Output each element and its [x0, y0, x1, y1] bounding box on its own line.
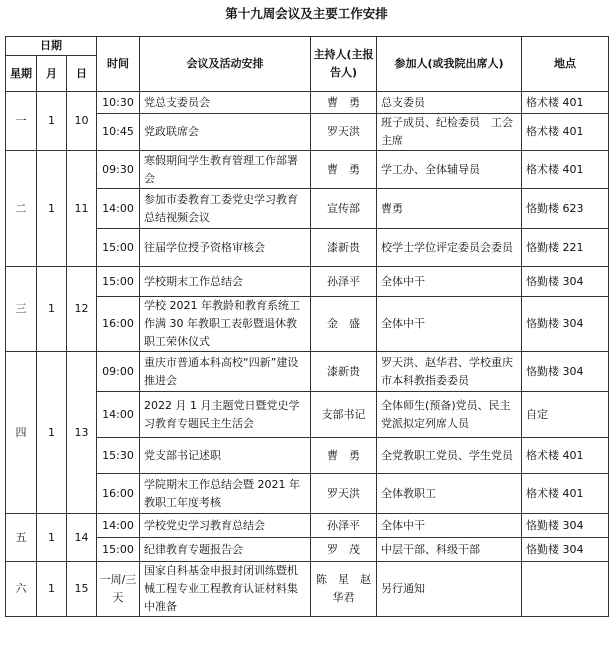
location-cell — [522, 562, 609, 617]
time-cell: 16:00 — [97, 297, 140, 352]
schedule-row — [6, 114, 609, 151]
event-cell: 党总支委员会 — [140, 92, 311, 114]
location-cell: 恪勤楼 304 — [522, 352, 609, 392]
schedule-row — [6, 352, 609, 392]
host-cell: 孙泽平 — [311, 514, 377, 538]
schedule-row — [6, 392, 609, 438]
page-title: 第十九周会议及主要工作安排 — [225, 6, 388, 21]
host-cell: 陈 星 赵华君 — [311, 562, 377, 617]
month-cell: 1 — [37, 267, 67, 352]
time-cell: 10:45 — [97, 114, 140, 151]
weekday-cell: 五 — [6, 514, 37, 562]
host-cell: 罗 茂 — [311, 538, 377, 562]
host-cell: 金 盛 — [311, 297, 377, 352]
location-cell: 恪勤楼 221 — [522, 229, 609, 267]
header-event: 会议及活动安排 — [140, 37, 311, 92]
event-cell: 寒假期间学生教育管理工作部署会 — [140, 151, 311, 189]
header-host: 主持人(主报告人) — [311, 37, 377, 92]
time-cell: 15:00 — [97, 267, 140, 297]
host-cell: 漆新贵 — [311, 352, 377, 392]
event-cell: 重庆市普通本科高校“四新”建设推进会 — [140, 352, 311, 392]
schedule-row — [6, 151, 609, 189]
attendees-cell: 校学士学位评定委员会委员 — [377, 229, 522, 267]
host-cell: 孙泽平 — [311, 267, 377, 297]
day-cell: 10 — [67, 92, 97, 151]
day-cell: 15 — [67, 562, 97, 617]
location-cell: 格术楼 401 — [522, 438, 609, 474]
location-cell: 恪勤楼 304 — [522, 514, 609, 538]
attendees-cell: 另行通知 — [377, 562, 522, 617]
schedule-row — [6, 562, 609, 617]
host-cell: 曹 勇 — [311, 151, 377, 189]
time-cell: 14:00 — [97, 392, 140, 438]
time-cell: 一周/三天 — [97, 562, 140, 617]
weekday-cell: 一 — [6, 92, 37, 151]
weekday-cell: 六 — [6, 562, 37, 617]
time-cell: 15:30 — [97, 438, 140, 474]
time-cell: 09:30 — [97, 151, 140, 189]
schedule-row — [6, 189, 609, 229]
event-cell: 学院期末工作总结会暨 2021 年教职工年度考核 — [140, 474, 311, 514]
event-cell: 党政联席会 — [140, 114, 311, 151]
event-cell: 学校 2021 年教龄和教育系统工作满 30 年教职工表彰暨退休教职工荣休仪式 — [140, 297, 311, 352]
attendees-cell: 曹勇 — [377, 189, 522, 229]
attendees-cell: 总支委员 — [377, 92, 522, 114]
weekday-cell: 二 — [6, 151, 37, 267]
event-cell: 国家自科基金申报封闭训练暨机械工程专业工程教育认证材料集中准备 — [140, 562, 311, 617]
time-cell: 14:00 — [97, 189, 140, 229]
event-cell: 2022 月 1 月主题党日暨党史学习教育专题民主生活会 — [140, 392, 311, 438]
schedule-body — [6, 92, 609, 617]
location-cell: 恪勤楼 304 — [522, 538, 609, 562]
month-cell: 1 — [37, 514, 67, 562]
header-date: 日期 — [6, 37, 97, 56]
location-cell: 格术楼 401 — [522, 114, 609, 151]
attendees-cell: 全体中干 — [377, 297, 522, 352]
attendees-cell: 班子成员、纪检委员 工会主席 — [377, 114, 522, 151]
month-cell: 1 — [37, 352, 67, 514]
event-cell: 纪律教育专题报告会 — [140, 538, 311, 562]
time-cell: 15:00 — [97, 229, 140, 267]
host-cell: 曹 勇 — [311, 438, 377, 474]
schedule-row — [6, 438, 609, 474]
month-cell: 1 — [37, 562, 67, 617]
attendees-cell: 全体师生(预备)党员、民主党派拟定列席人员 — [377, 392, 522, 438]
time-cell: 14:00 — [97, 514, 140, 538]
schedule-row — [6, 92, 609, 114]
header-time: 时间 — [97, 37, 140, 92]
schedule-row — [6, 229, 609, 267]
schedule-row — [6, 267, 609, 297]
day-cell: 14 — [67, 514, 97, 562]
host-cell: 曹 勇 — [311, 92, 377, 114]
attendees-cell: 全党教职工党员、学生党员 — [377, 438, 522, 474]
header-day: 日 — [67, 56, 97, 92]
weekday-cell: 三 — [6, 267, 37, 352]
location-cell: 恪勤楼 304 — [522, 267, 609, 297]
time-cell: 09:00 — [97, 352, 140, 392]
day-cell: 11 — [67, 151, 97, 267]
location-cell: 自定 — [522, 392, 609, 438]
location-cell: 格术楼 401 — [522, 474, 609, 514]
schedule-table — [5, 36, 609, 617]
location-cell: 格术楼 401 — [522, 151, 609, 189]
time-cell: 16:00 — [97, 474, 140, 514]
attendees-cell: 全体中干 — [377, 267, 522, 297]
header-location: 地点 — [522, 37, 609, 92]
schedule-row — [6, 474, 609, 514]
host-cell: 漆新贵 — [311, 229, 377, 267]
attendees-cell: 全体教职工 — [377, 474, 522, 514]
day-cell: 12 — [67, 267, 97, 352]
location-cell: 恪勤楼 304 — [522, 297, 609, 352]
weekday-cell: 四 — [6, 352, 37, 514]
event-cell: 学校期末工作总结会 — [140, 267, 311, 297]
location-cell: 恪勤楼 623 — [522, 189, 609, 229]
attendees-cell: 全体中干 — [377, 514, 522, 538]
schedule-row — [6, 297, 609, 352]
schedule-row — [6, 514, 609, 538]
header-month: 月 — [37, 56, 67, 92]
schedule-row — [6, 538, 609, 562]
event-cell: 参加市委教育工委党史学习教育总结视频会议 — [140, 189, 311, 229]
attendees-cell: 学工办、全体辅导员 — [377, 151, 522, 189]
host-cell: 宣传部 — [311, 189, 377, 229]
attendees-cell: 罗天洪、赵华君、学校重庆市本科教指委委员 — [377, 352, 522, 392]
host-cell: 罗天洪 — [311, 474, 377, 514]
month-cell: 1 — [37, 92, 67, 151]
event-cell: 学校党史学习教育总结会 — [140, 514, 311, 538]
time-cell: 10:30 — [97, 92, 140, 114]
host-cell: 支部书记 — [311, 392, 377, 438]
location-cell: 格术楼 401 — [522, 92, 609, 114]
event-cell: 党支部书记述职 — [140, 438, 311, 474]
event-cell: 往届学位授予资格审核会 — [140, 229, 311, 267]
day-cell: 13 — [67, 352, 97, 514]
header-attendees: 参加人(或我院出席人) — [377, 37, 522, 92]
attendees-cell: 中层干部、科级干部 — [377, 538, 522, 562]
host-cell: 罗天洪 — [311, 114, 377, 151]
header-weekday: 星期 — [6, 56, 37, 92]
time-cell: 15:00 — [97, 538, 140, 562]
month-cell: 1 — [37, 151, 67, 267]
